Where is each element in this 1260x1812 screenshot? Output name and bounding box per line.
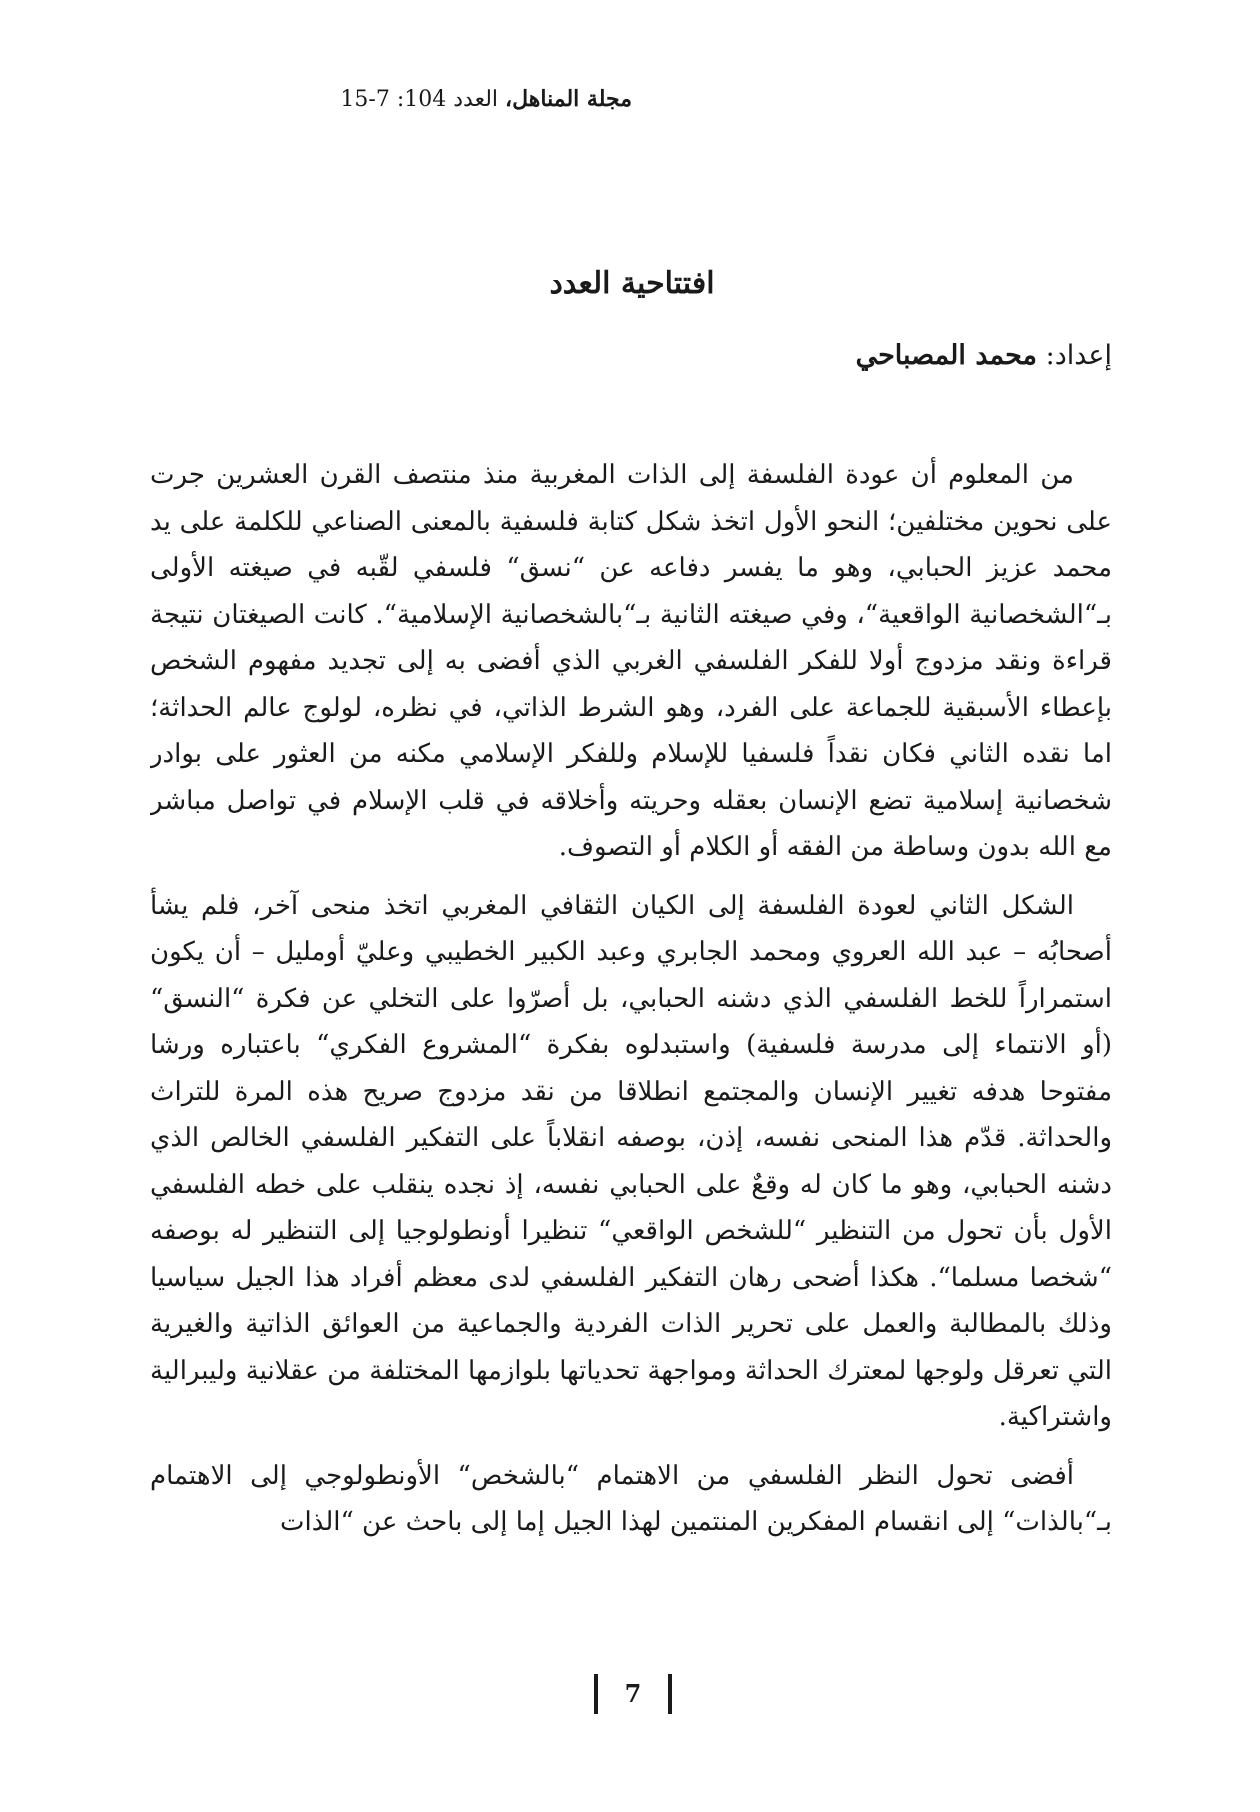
- issue-info: العدد 104: 7-15: [340, 87, 499, 112]
- journal-name: مجلة المناهل،: [505, 86, 632, 112]
- running-header: [152, 82, 632, 117]
- author-name: محمد المصباحي: [855, 340, 1037, 371]
- footer-bar-right: [668, 1674, 672, 1714]
- author-line: [152, 336, 1112, 376]
- paragraph-2: الشكل الثاني لعودة الفلسفة إلى الكيان الثقافي المغربي اتخذ منحى آخر، فلم يشأ أصحابُه – عبد الله العروي ومحمد الجابري وعبد الكبير الخطيبي وعليّ أومليل – أن يكون استمراراً للخط الفلسفي الذي دشنه الحبابي، بل أصرّوا على التخلي عن فكرة “النسق“ (أو الانتماء إلى مدرسة فلسفية) واستبدلوه بفكرة “المشروع الفكري“ باعتباره ورشا مفتوحا هدفه تغيير الإنسان والمجتمع انطلاقا من نقد مزدوج صريح هذه المرة للتراث والحداثة. قدّم هذا المنحى نفسه، إذن، بوصفه انقلاباً على التفكير الفلسفي الخالص الذي دشنه الحبابي، وهو ما كان له وقعٌ على الحبابي نفسه، إذ نجده ينقلب على خطه الفلسفي الأول بأن تحول من التنظير “للشخص الواقعي“ تنظيرا أونطولوجيا إلى التنظير له بوصفه “شخصا مسلما“. هكذا أضحى رهان التفكير الفلسفي لدى معظم أفراد هذا الجيل سياسيا وذلك بالمطالبة والعمل على تحرير الذات الفردية والجماعية من العوائق الذاتية والغيرية التي تعرقل ولوجها لمعترك الحداثة ومواجهة تحدياتها بلوازمها المختلفة من عقلانية وليبرالية واشتراكية.: [150, 890, 1112, 1432]
- footer-bar-left: [594, 1674, 598, 1714]
- article-body: [150, 452, 1112, 1662]
- paragraph-1: من المعلوم أن عودة الفلسفة إلى الذات المغربية منذ منتصف القرن العشرين جرت على نحوين مختلفين؛ النحو الأول اتخذ شكل كتابة فلسفية بالمعنى الصناعي للكلمة على يد محمد عزيز الحبابي، وهو ما يفسر دفاعه عن “نسق“ فلسفي لقّبه في صيغته الأولى بـ“الشخصانية الواقعية“، وفي صيغته الثانية بـ“بالشخصانية الإسلامية“. كانت الصيغتان نتيجة قراءة ونقد مزدوج أولا للفكر الفلسفي الغربي الذي أفضى به إلى تجديد مفهوم الشخص بإعطاء الأسبقية للجماعة على الفرد، وهو الشرط الذاتي، في نظره، لولوج عالم الحداثة؛ اما نقده الثاني فكان نقداً فلسفيا للإسلام وللفكر الإسلامي مكنه من العثور على بوادر شخصانية إسلامية تضع الإنسان بعقله وحريته وأخلاقه في قلب الإسلام في تواصل مباشر مع الله بدون وساطة من الفقه أو الكلام أو التصوف.: [150, 460, 1112, 862]
- article-title: افتتاحية العدد: [549, 266, 715, 301]
- paragraph-3: أفضى تحول النظر الفلسفي من الاهتمام “بالشخص“ الأونطولوجي إلى الاهتمام بـ“بالذات“ إلى انقسام المفكرين المنتمين لهذا الجيل إما إلى باحث عن “الذات: [150, 1460, 1112, 1537]
- page-footer: [0, 1672, 1260, 1716]
- page-number: 7: [624, 1679, 642, 1708]
- author-prefix: إعداد:: [1045, 340, 1112, 371]
